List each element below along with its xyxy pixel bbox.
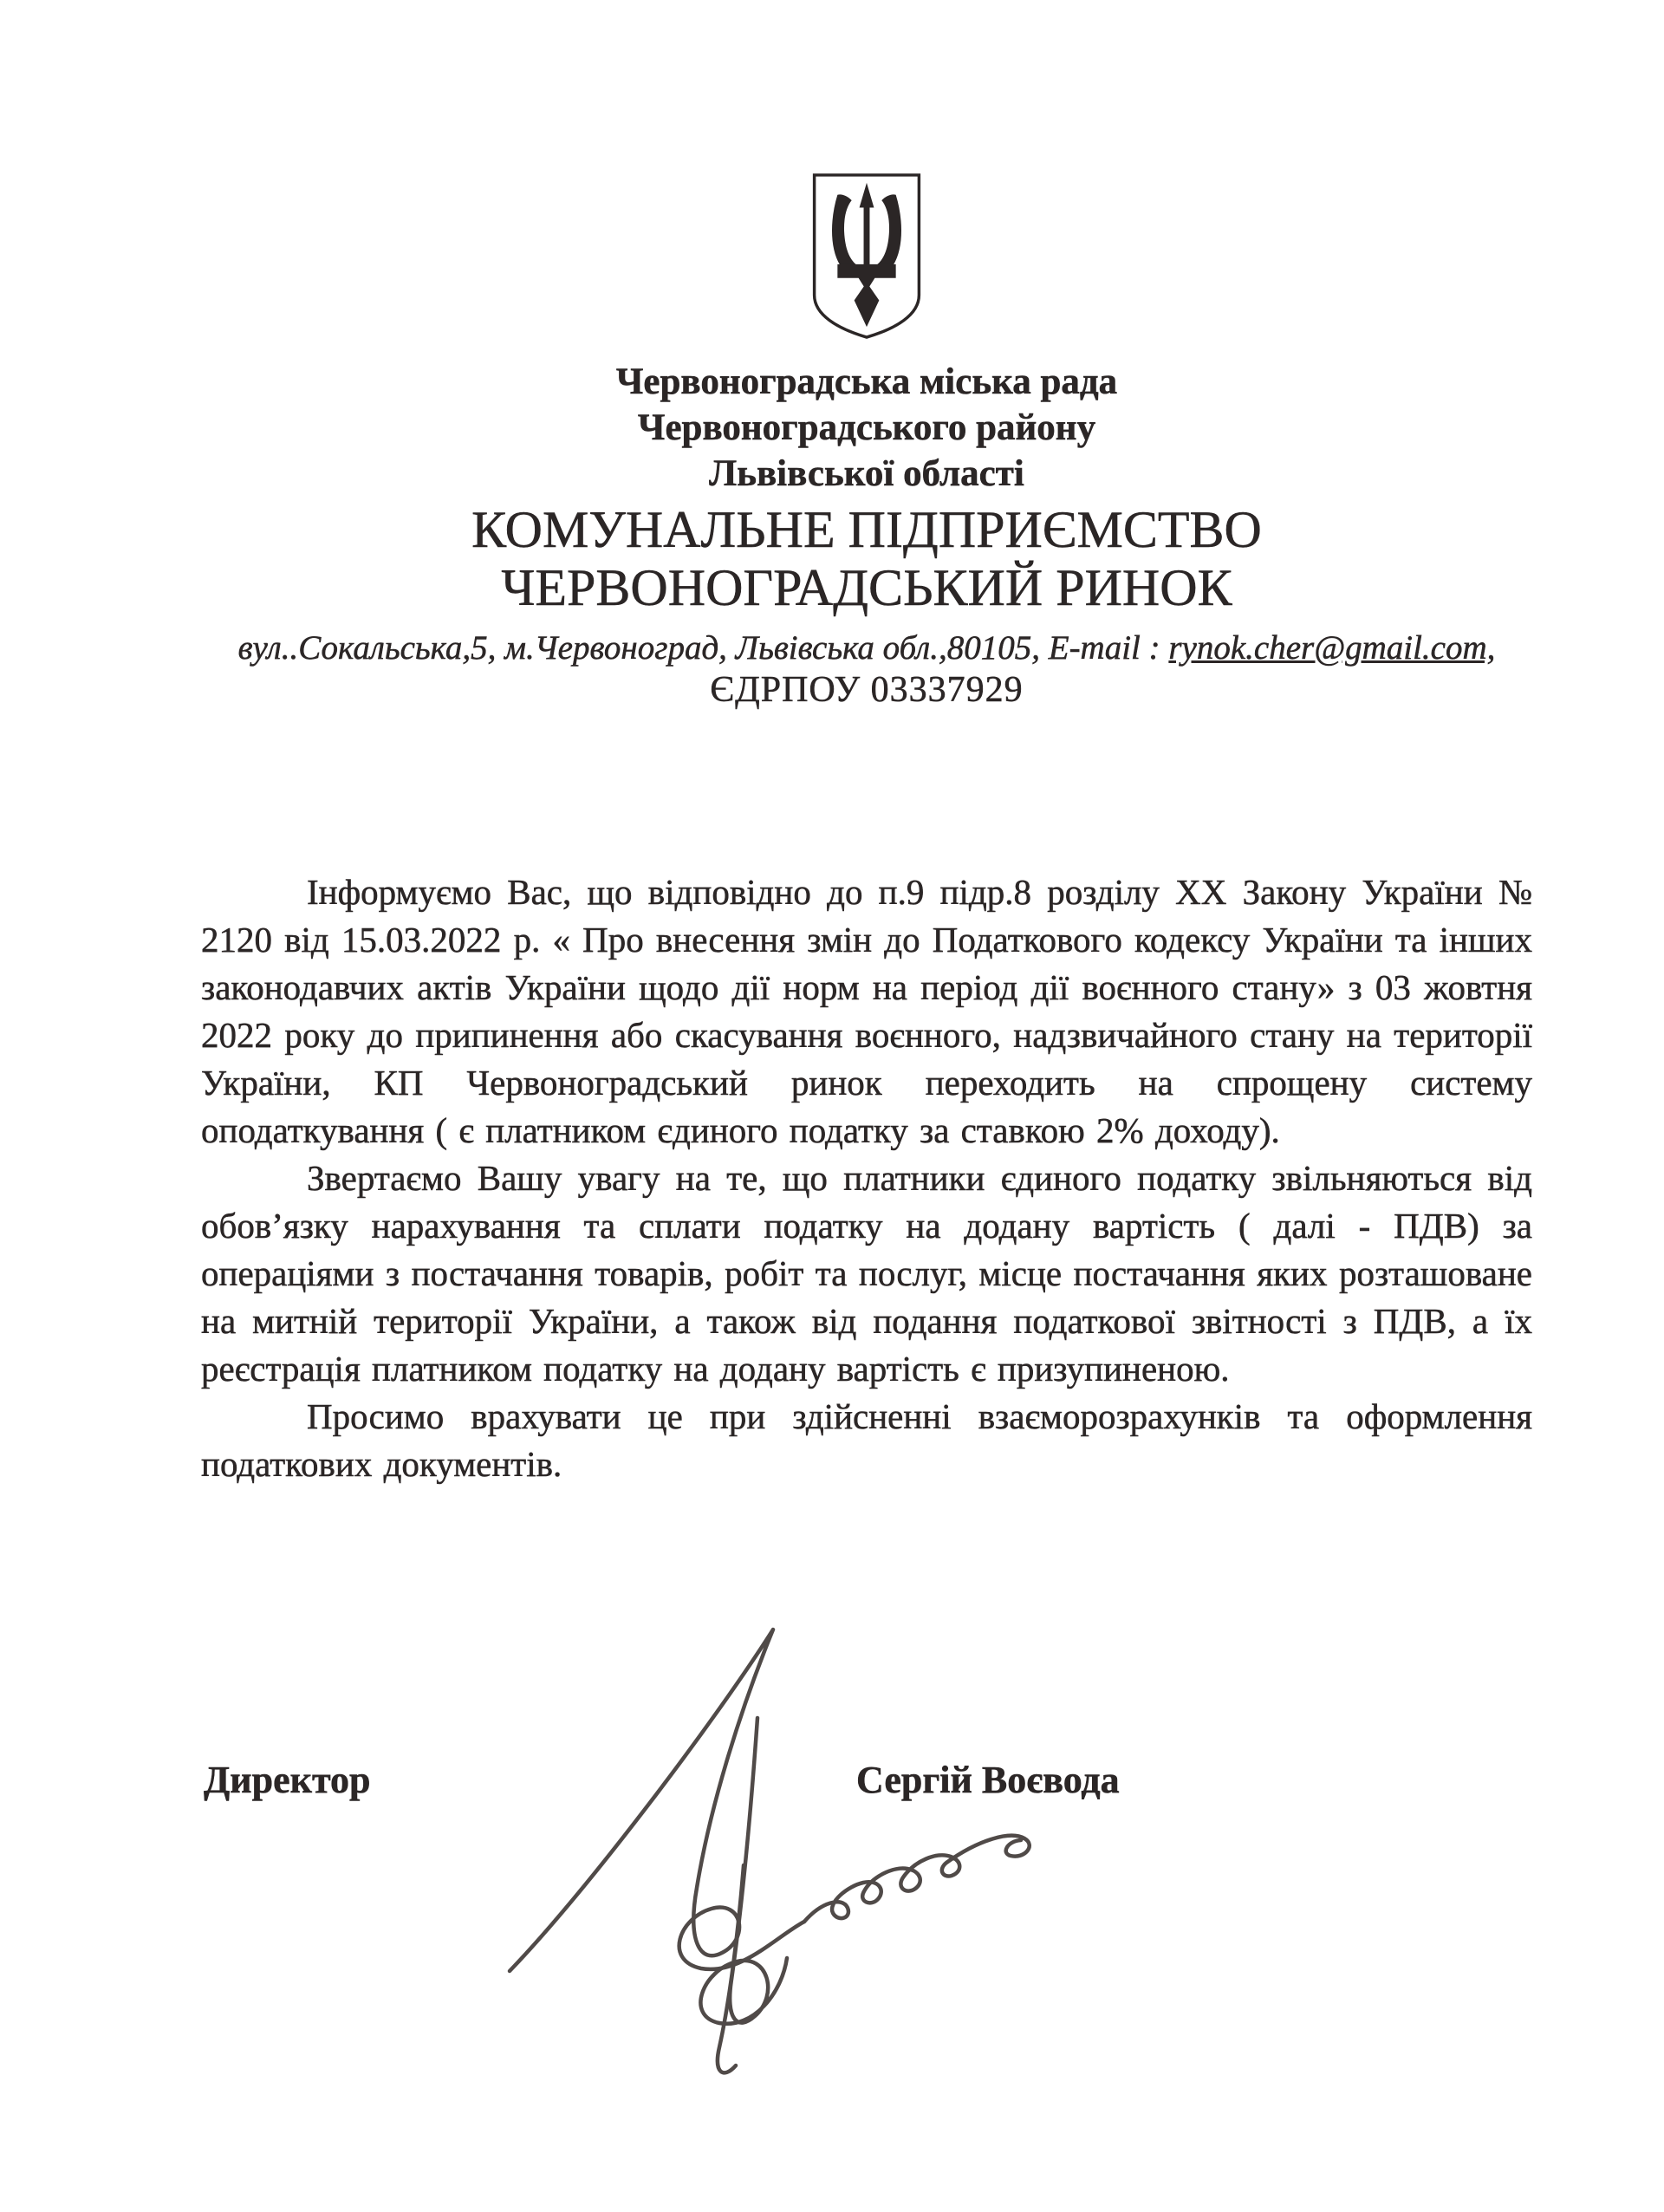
company-name-line-1: КОМУНАЛЬНЕ ПІДПРИЄМСТВО xyxy=(471,501,1262,558)
signatory-title: Директор xyxy=(204,1759,371,1801)
signatory-name: Сергій Воєвода xyxy=(856,1759,1120,1801)
org-name-line-3: Львівської області xyxy=(709,453,1024,494)
email-text: rynok.cher@gmail.com, xyxy=(1168,629,1496,667)
letter-body xyxy=(201,869,1532,1488)
company-name-line-2: ЧЕРВОНОГРАДСЬКИЙ РИНОК xyxy=(501,559,1232,616)
paragraph-3: Просимо врахувати це при здійсненні взаєморозрахунків та оформлення податкових документів. xyxy=(201,1396,1532,1484)
letterhead xyxy=(69,170,1664,711)
paragraph-1: Інформуємо Вас, що відповідно до п.9 підр.8 розділу ХХ Закону України № 2120 від 15.03.2022 р. « Про внесення змін до Податкового кодексу України та інших законодавчих актів України щодо дії норм на період дії воєнного стану» з 03 жовтня 2022 року до припинення або скасування воєнного, надзвичайного стану на території України, КП Червоноградський ринок переходить на спрощену систему оподаткування ( є платником єдиного податку за ставкою 2% доходу). xyxy=(201,872,1532,1150)
paragraph-2: Звертаємо Вашу увагу на те, що платники єдиного податку звільняються від обов’язку нарахування та сплати податку на додану вартість ( далі - ПДВ) за операціями з постачання товарів, робіт та послуг, місце постачання яких розташоване на митній території України, а також від подання податкової звітності з ПДВ, а їх реєстрація платником податку на додану вартість є призупиненою. xyxy=(201,1158,1532,1389)
edrpou-code: ЄДРПОУ 03337929 xyxy=(710,670,1024,710)
org-name-line-2: Червоноградського району xyxy=(637,407,1096,448)
ukraine-trident-emblem xyxy=(806,170,927,342)
address-text: вул..Сокальська,5, м.Червоноград, Львівська обл.,80105, E-mail : xyxy=(237,629,1169,667)
handwritten-signature xyxy=(451,1609,1057,2094)
org-name-line-1: Червоноградська міська рада xyxy=(615,361,1118,402)
address-line xyxy=(69,628,1664,668)
